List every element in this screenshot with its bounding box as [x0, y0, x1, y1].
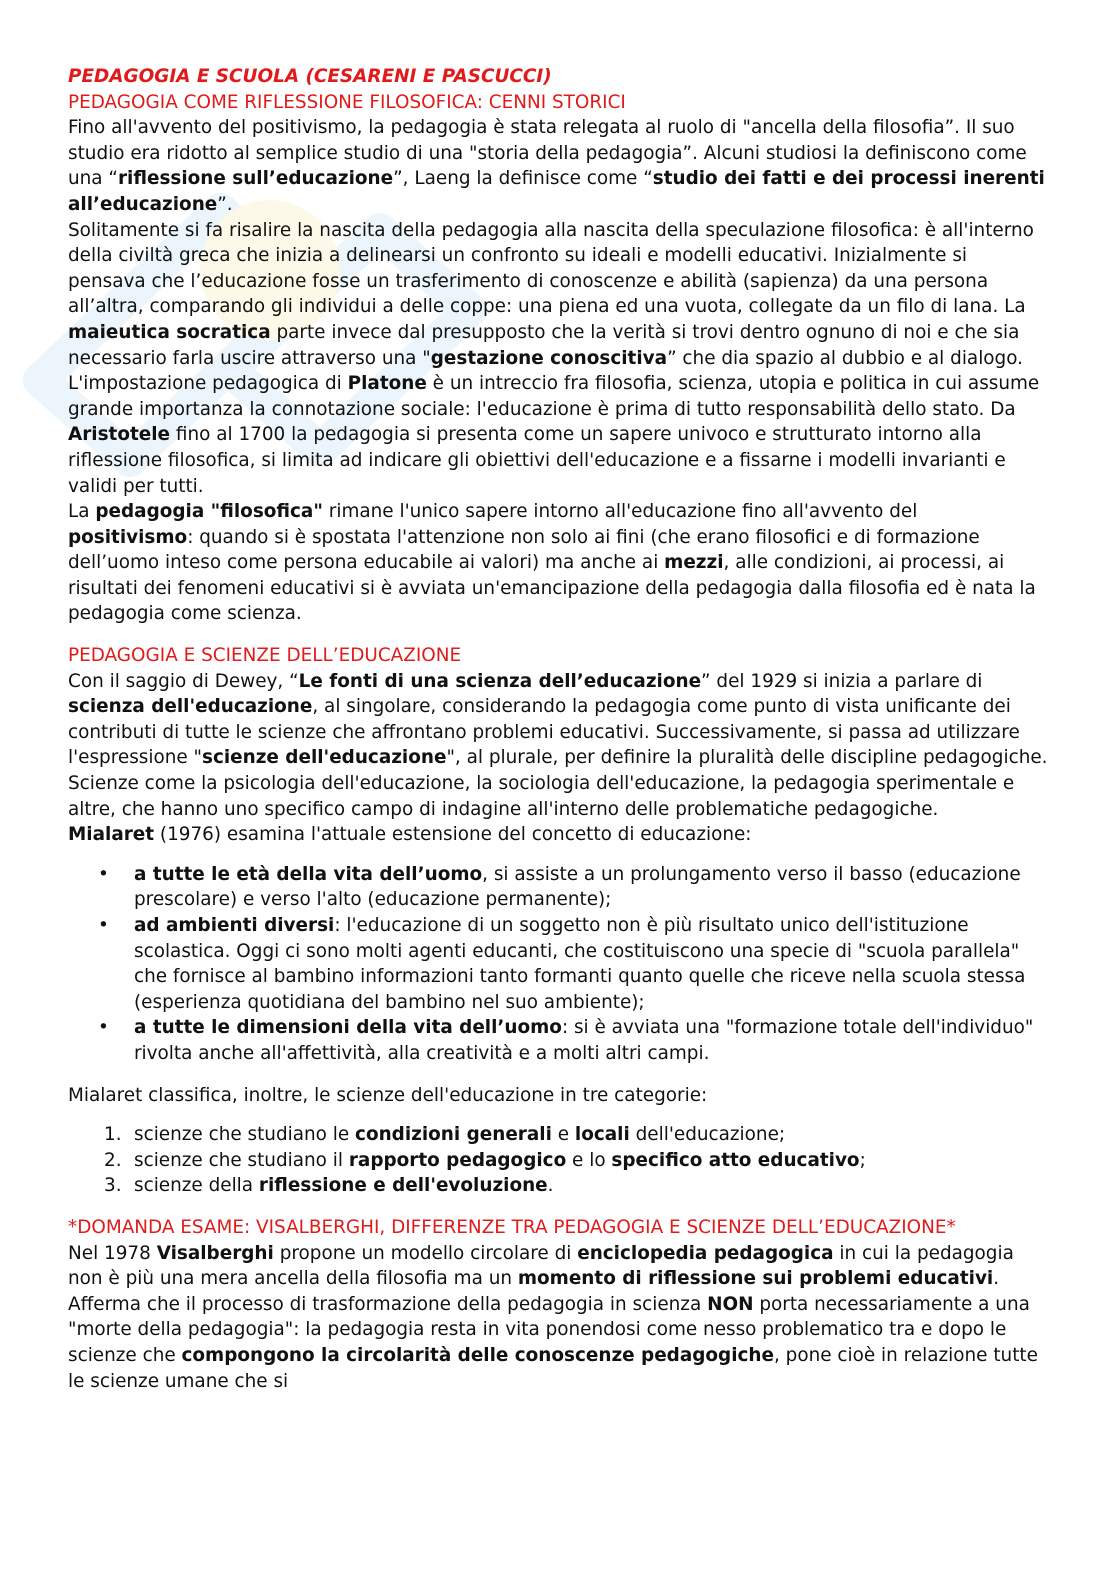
paragraph: Mialaret (1976) esamina l'attuale estensione del concetto di educazione: [68, 824, 752, 846]
bullet-list [68, 862, 1048, 1067]
section-heading-cenni-storici: PEDAGOGIA COME RIFLESSIONE FILOSOFICA: CENNI STORICI [68, 91, 626, 113]
list-item: • ad ambienti diversi: l'educazione di un soggetto non è più risultato unico dell'istituzione scolastica. Oggi ci sono molti agenti educanti, che costituiscono una specie di "scuola parallela" che fornisce al bambino informazioni tanto formanti quanto quelle che riceve nella scuola stessa (esperienza quotidiana del bambino nel suo ambiente); [98, 915, 1026, 1013]
section-heading-scienze-educazione: PEDAGOGIA E SCIENZE DELL’EDUCAZIONE [68, 645, 462, 667]
section-heading-domanda-esame: *DOMANDA ESAME: VISALBERGHI, DIFFERENZE TRA PEDAGOGIA E SCIENZE DELL’EDUCAZIONE* [68, 1216, 956, 1238]
list-item: • a tutte le dimensioni della vita dell’uomo: si è avviata una "formazione totale dell'individuo" rivolta anche all'affettività, alla creatività e a molti altri campi. [98, 1017, 1034, 1064]
bullet-icon: • [98, 863, 109, 885]
numbered-list [68, 1122, 1048, 1199]
paragraph: La pedagogia "filosofica" rimane l'unico sapere intorno all'educazione fino all'avvento del positivismo: quando si è spostata l'attenzione non solo ai fini (che erano filosofici e di formazione dell’uomo inteso come persona educabile ai valori) ma anche ai mezzi, alle condizioni, ai processi, ai risultati dei fenomeni educativi si è avviata un'emancipazione della pedagogia dalla filosofia ed è nata la pedagogia come scienza. [68, 501, 1036, 625]
bullet-icon: • [98, 915, 109, 936]
paragraph: Nel 1978 Visalberghi propone un modello circolare di enciclopedia pedagogica in cui la pedagogia non è più una mera ancella della filosofia ma un momento di riflessione sui problemi educativi. Afferma che il processo di trasformazione della pedagogia in scienza NON porta necessariamente a una "morte della pedagogia": la pedagogia resta in vita ponendosi come nesso problematico tra e dopo le scienze che compongono la circolarità delle conoscenze pedagogiche, pone cioè in relazione tutte le scienze umane che si [68, 1242, 1038, 1392]
paragraph: Con il saggio di Dewey, “Le fonti di una scienza dell’educazione” del 1929 si inizia a parlare di scienza dell'educazione, al singolare, considerando la pedagogia come punto di vista unificante dei contributi di tutte le scienze che affrontano problemi educativi. Successivamente, si passa ad utilizzare l'espressione "scienze dell'educazione", al plurale, per definire la pluralità delle discipline pedagogiche. Scienze come la psicologia dell'educazione, la sociologia dell'educazione, la pedagogia sperimentale e altre, che hanno uno specifico campo di indagine all'interno delle problematiche pedagogiche. [68, 670, 1048, 820]
paragraph: Solitamente si fa risalire la nascita della pedagogia alla nascita della speculazione filosofica: è all'interno della civiltà greca che inizia a delinearsi un confronto su ideali e modelli educativi. Inizialmente si pensava che l’educazione fosse un trasferimento di conoscenze e abilità (sapienza) da una persona all’altra, comparando gli individui a delle coppe: una piena ed una vuota, collegate da un filo di lana. La maieutica socratica parte invece dal presupposto che la verità si trovi dentro ognuno di noi e che sia necessario farla uscire attraverso una "gestazione conoscitiva” che dia spazio al dubbio e al dialogo. L'impostazione pedagogica di Platone è un intreccio fra filosofia, scienza, utopia e politica in cui assume grande importanza la connotazione sociale: l'educazione è prima di tutto responsabilità dello stato. Da Aristotele fino al 1700 la pedagogia si presenta come un sapere univoco e strutturato intorno alla riflessione filosofica, si limita ad indicare gli obiettivi dell'educazione e a fissarne i modelli invarianti e validi per tutti. [68, 219, 1040, 497]
bullet-icon: • [98, 1017, 109, 1039]
list-item: • a tutte le età della vita dell’uomo, si assiste a un prolungamento verso il basso (educazione prescolare) e verso l'alto (educazione permanente); [98, 863, 1021, 911]
document-title: PEDAGOGIA E SCUOLA (CESARENI E PASCUCCI) [68, 66, 552, 87]
list-item: 2. scienze che studiano il rapporto pedagogico e lo specifico atto educativo; [104, 1149, 866, 1171]
document-page [68, 64, 1048, 1394]
paragraph: Fino all'avvento del positivismo, la pedagogia è stata relegata al ruolo di "ancella della filosofia”. Il suo studio era ridotto al semplice studio di una "storia della pedagogia”. Alcuni studiosi la definiscono come una “riflessione sull’educazione”, Laeng la definisce come “studio dei fatti e dei processi inerenti all’educazione”. [68, 117, 1045, 215]
paragraph: Mialaret classifica, inoltre, le scienze dell'educazione in tre categorie: [68, 1084, 708, 1106]
list-item: 1. scienze che studiano le condizioni generali e locali dell'educazione; [104, 1124, 786, 1146]
list-item: 3. scienze della riflessione e dell'evoluzione. [104, 1175, 554, 1197]
